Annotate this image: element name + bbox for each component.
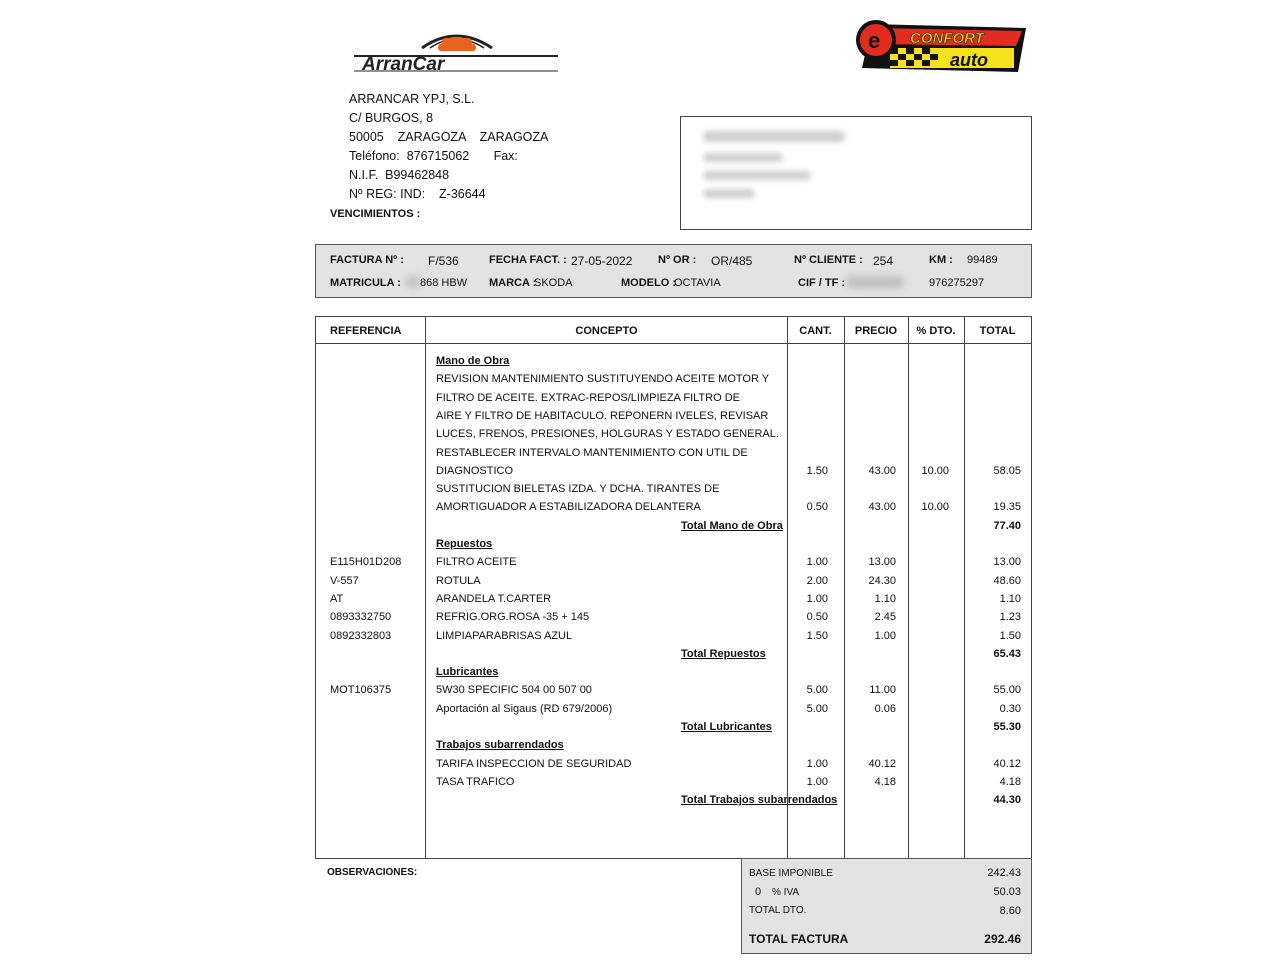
row-total: 48.60 xyxy=(993,575,1021,587)
row-reference: AT xyxy=(330,593,344,605)
row-concept: 5W30 SPECIFIC 504 00 507 00 xyxy=(436,684,592,696)
row-concept: SUSTITUCION BIELETAS IZDA. Y DCHA. TIRANTES DE xyxy=(436,483,720,495)
cliente-value: 254 xyxy=(873,254,894,268)
subtotal-label: Total Repuestos xyxy=(681,648,766,660)
row-concept: DIAGNOSTICO xyxy=(436,465,514,477)
company-name: ARRANCAR YPJ, S.L. xyxy=(349,92,475,106)
blurred-client-name xyxy=(703,131,845,142)
row-precio: 40.12 xyxy=(868,758,896,770)
header-referencia: REFERENCIA xyxy=(330,325,402,337)
subtotal-value: 77.40 xyxy=(993,520,1021,532)
row-concept: TASA TRAFICO xyxy=(436,776,515,788)
row-precio: 4.18 xyxy=(874,776,896,788)
factura-number: F/536 xyxy=(428,254,459,268)
fecha-label: FECHA FACT. : xyxy=(489,254,567,266)
row-total: 1.23 xyxy=(999,611,1021,623)
row-reference: MOT106375 xyxy=(330,684,392,696)
row-concept: REFRIG.ORG.ROSA -35 + 145 xyxy=(436,611,590,623)
row-reference: E115H01D208 xyxy=(330,556,402,568)
total-factura-label: TOTAL FACTURA xyxy=(749,932,849,946)
row-cant: 5.00 xyxy=(806,703,828,715)
modelo-label: MODELO : xyxy=(621,277,676,289)
blurred-cif xyxy=(846,276,904,288)
company-nif-line: N.I.F. B99462848 xyxy=(349,168,450,182)
marca-value: SKODA xyxy=(534,277,573,289)
matricula-label: MATRICULA : xyxy=(330,277,401,289)
confort-text: CONFORT xyxy=(910,30,984,47)
section-title: Repuestos xyxy=(436,538,493,550)
auto-text: auto xyxy=(950,50,988,70)
row-precio: 24.30 xyxy=(868,575,896,587)
row-total: 4.18 xyxy=(999,776,1021,788)
arrancar-logo-text: ArranCar xyxy=(362,54,445,75)
cliente-label: Nº CLIENTE : xyxy=(794,254,863,266)
row-concept: ROTULA xyxy=(436,575,481,587)
marca-label: MARCA : xyxy=(489,277,537,289)
row-concept: Aportación al Sigaus (RD 679/2006) xyxy=(436,703,613,715)
header-cant: CANT. xyxy=(799,325,832,337)
header-dto: % DTO. xyxy=(916,325,956,337)
section-title: Trabajos subarrendados xyxy=(436,739,564,751)
row-cant: 1.00 xyxy=(806,776,828,788)
or-value: OR/485 xyxy=(711,254,753,268)
row-dto: 10.00 xyxy=(921,501,949,513)
blurred-client-street xyxy=(703,153,783,162)
total-factura-value: 292.46 xyxy=(984,932,1021,946)
dto-label: TOTAL DTO. xyxy=(749,905,807,916)
blurred-client-city xyxy=(703,171,811,180)
company-phone: 876715062 xyxy=(406,149,470,163)
iva-label: % IVA xyxy=(772,887,800,898)
modelo-value: OCTAVIA xyxy=(674,277,721,289)
row-concept: FILTRO ACEITE xyxy=(436,556,517,568)
row-total: 0.30 xyxy=(999,703,1021,715)
company-city: 50005 ZARAGOZA ZARAGOZA xyxy=(349,130,549,144)
subtotal-value: 55.30 xyxy=(993,721,1021,733)
tf-value: 976275297 xyxy=(929,277,985,289)
row-total: 55.00 xyxy=(993,684,1021,696)
row-total: 1.10 xyxy=(999,593,1021,605)
row-precio: 43.00 xyxy=(868,501,896,513)
factura-label: FACTURA Nº : xyxy=(330,254,404,266)
header-concepto: CONCEPTO xyxy=(575,325,638,337)
km-label: KM : xyxy=(929,254,953,266)
row-concept: AIRE Y FILTRO DE HABITACULO. REPONERN IVELES, REVISAR xyxy=(436,410,769,422)
or-label: Nº OR : xyxy=(658,254,697,266)
row-concept: ARANDELA T.CARTER xyxy=(436,593,552,605)
blurred-client-extra xyxy=(703,189,755,198)
row-total: 19.35 xyxy=(993,501,1021,513)
row-concept: LIMPIAPARABRISAS AZUL xyxy=(436,630,573,642)
row-reference: V-557 xyxy=(330,575,359,587)
company-reg: Z-36644 xyxy=(439,187,486,201)
vencimientos-label: VENCIMIENTOS : xyxy=(330,208,421,220)
company-reg-line: Nº REG: IND: Z-36644 xyxy=(349,187,486,201)
base-value: 242.43 xyxy=(987,867,1021,879)
base-label: BASE IMPONIBLE xyxy=(749,868,833,879)
row-precio: 0.06 xyxy=(874,703,896,715)
row-cant: 0.50 xyxy=(806,611,828,623)
company-street: C/ BURGOS, 8 xyxy=(349,111,434,125)
row-total: 58.05 xyxy=(993,465,1021,477)
row-total: 13.00 xyxy=(993,556,1021,568)
invoice-header-box xyxy=(315,244,1032,298)
observaciones-label: OBSERVACIONES: xyxy=(327,867,418,878)
row-cant: 0.50 xyxy=(806,501,828,513)
subtotal-value: 44.30 xyxy=(993,794,1021,806)
row-precio: 11.00 xyxy=(869,684,896,696)
row-cant: 1.00 xyxy=(806,758,828,770)
row-concept: AMORTIGUADOR A ESTABILIZADORA DELANTERA xyxy=(436,501,701,513)
row-cant: 1.00 xyxy=(806,556,828,568)
section-title: Lubricantes xyxy=(436,666,499,678)
row-reference: 0892332803 xyxy=(330,630,392,642)
header-precio: PRECIO xyxy=(854,325,898,337)
iva-value: 50.03 xyxy=(993,886,1021,898)
confort-auto-logo xyxy=(850,18,1030,76)
row-cant: 2.00 xyxy=(806,575,828,587)
row-precio: 43.00 xyxy=(868,465,896,477)
dto-value: 8.60 xyxy=(999,905,1021,917)
subtotal-label: Total Lubricantes xyxy=(681,721,772,733)
svg-text:e: e xyxy=(868,28,881,53)
section-title: Mano de Obra xyxy=(436,355,510,367)
subtotal-label: Total Trabajos subarrendados xyxy=(681,794,838,806)
company-phone-line: Teléfono: 876715062 Fax: xyxy=(349,149,518,163)
row-cant: 5.00 xyxy=(806,684,828,696)
cif-label: CIF / TF : xyxy=(798,277,846,289)
company-nif: B99462848 xyxy=(385,168,450,182)
row-concept: LUCES, FRENOS, PRESIONES, HOLGURAS Y ESTADO GENERAL. xyxy=(436,428,779,440)
row-cant: 1.50 xyxy=(806,630,828,642)
iva-rate: 0 xyxy=(755,886,762,898)
row-total: 40.12 xyxy=(993,758,1021,770)
row-precio: 2.45 xyxy=(874,611,896,623)
company-info xyxy=(349,90,548,204)
row-total: 1.50 xyxy=(999,630,1021,642)
row-concept: RESTABLECER INTERVALO MANTENIMIENTO CON UTIL DE xyxy=(436,447,748,459)
arrancar-logo xyxy=(350,26,562,76)
blurred-plate-number xyxy=(406,276,420,288)
totals-box xyxy=(741,858,1032,954)
row-concept: REVISION MANTENIMIENTO SUSTITUYENDO ACEITE MOTOR Y xyxy=(436,373,770,385)
row-precio: 13.00 xyxy=(868,556,896,568)
row-concept: FILTRO DE ACEITE. EXTRAC-REPOS/LIMPIEZA FILTRO DE xyxy=(436,392,740,404)
items-table xyxy=(315,316,1032,859)
fecha-value: 27-05-2022 xyxy=(571,254,633,268)
row-precio: 1.10 xyxy=(874,593,896,605)
subtotal-label: Total Mano de Obra xyxy=(681,520,783,532)
row-dto: 10.00 xyxy=(921,465,949,477)
matricula-value: 868 HBW xyxy=(420,277,468,289)
row-concept: TARIFA INSPECCION DE SEGURIDAD xyxy=(436,758,632,770)
row-reference: 0893332750 xyxy=(330,611,392,623)
client-address-box xyxy=(680,116,1032,230)
subtotal-value: 65.43 xyxy=(993,648,1021,660)
row-cant: 1.00 xyxy=(806,593,828,605)
km-value: 99489 xyxy=(967,254,998,266)
row-cant: 1.50 xyxy=(806,465,828,477)
row-precio: 1.00 xyxy=(874,630,896,642)
header-total: TOTAL xyxy=(979,325,1016,337)
